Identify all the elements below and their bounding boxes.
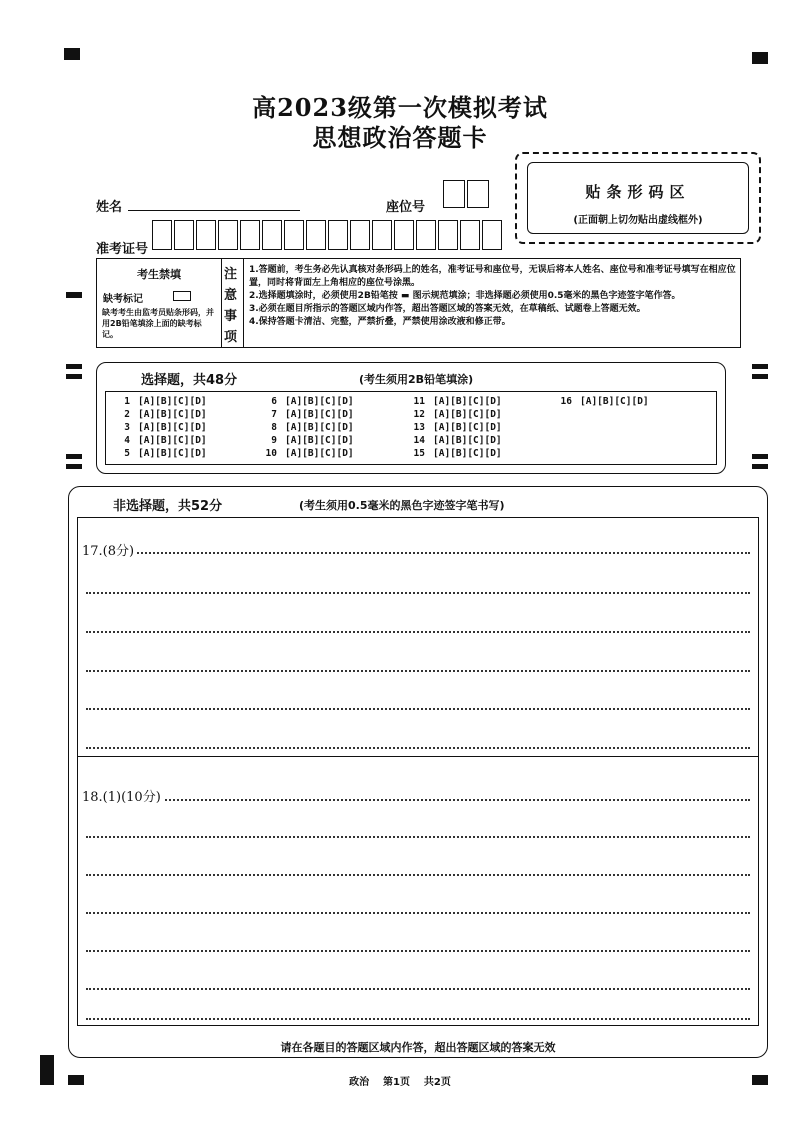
- answer-line[interactable]: [86, 708, 750, 710]
- timing-mark: [752, 454, 768, 459]
- timing-mark: [752, 364, 768, 369]
- choice-question-number: 3: [124, 422, 130, 433]
- notice-box: [96, 258, 741, 348]
- choice-question[interactable]: [114, 448, 207, 459]
- choice-title: 选择题，共48分: [141, 373, 238, 388]
- choice-note: (考生须用2B铅笔填涂): [359, 373, 474, 386]
- rule-4: 4.保持答题卡清洁、完整，严禁折叠，严禁使用涂改液和修正带。: [249, 317, 511, 327]
- notice-rules: [249, 264, 736, 329]
- name-label: 姓名: [96, 200, 123, 215]
- absent-label: 缺考标记: [103, 294, 143, 305]
- choice-options[interactable]: [A][B][C][D]: [433, 435, 502, 446]
- answer-line[interactable]: [86, 631, 750, 633]
- choice-question[interactable]: [409, 422, 502, 433]
- choice-question[interactable]: [114, 435, 207, 446]
- answer-warning: 请在各题目的答题区域内作答，超出答题区域的答案无效: [280, 1041, 556, 1054]
- rule-2: 2.选择题填涂时，必须使用2B铅笔按 ▬ 图示规范填涂；非选择题必须使用0.5毫米的黑色字迹签字笔作答。: [249, 291, 681, 301]
- choice-question[interactable]: [114, 396, 207, 407]
- answer-line[interactable]: [86, 836, 750, 838]
- choice-options[interactable]: [A][B][C][D]: [285, 435, 354, 446]
- choice-options[interactable]: [A][B][C][D]: [285, 422, 354, 433]
- answer-line[interactable]: [86, 747, 750, 749]
- choice-question-number: 8: [271, 422, 277, 433]
- choice-options[interactable]: [A][B][C][D]: [285, 448, 354, 459]
- seat-label: 座位号: [386, 200, 426, 215]
- forbidden-title: 考生禁填: [137, 268, 181, 281]
- choice-question-number: 12: [413, 409, 425, 420]
- timing-mark: [66, 454, 82, 459]
- choice-question-number: 4: [124, 435, 130, 446]
- timing-mark: [66, 464, 82, 469]
- absent-note: 缺考考生由监考员贴条形码，并用2B铅笔填涂上面的缺考标记。: [102, 308, 214, 339]
- answer-line[interactable]: [86, 670, 750, 672]
- choice-options[interactable]: [A][B][C][D]: [138, 422, 207, 433]
- answer-line[interactable]: [86, 799, 750, 801]
- choice-options[interactable]: [A][B][C][D]: [138, 409, 207, 420]
- nonchoice-section: [68, 486, 768, 1058]
- choice-question-number: 7: [271, 409, 277, 420]
- choice-question-number: 13: [413, 422, 425, 433]
- exam-id-label: 准考证号: [96, 242, 149, 257]
- timing-mark: [752, 52, 768, 64]
- choice-question[interactable]: [409, 448, 502, 459]
- notice-side-title: 注 意 事 项: [221, 259, 244, 347]
- choice-question[interactable]: [556, 396, 649, 407]
- answer-line[interactable]: [86, 950, 750, 952]
- forbidden-panel: [97, 259, 222, 347]
- timing-mark: [66, 292, 82, 298]
- choice-question[interactable]: [261, 409, 354, 420]
- answer-line[interactable]: [86, 1018, 750, 1020]
- choice-question[interactable]: [409, 396, 502, 407]
- barcode-title: 贴条形码区: [585, 183, 691, 201]
- choice-options[interactable]: [A][B][C][D]: [580, 396, 649, 407]
- choice-section: [96, 362, 726, 474]
- choice-question-number: 11: [413, 396, 425, 407]
- q18-label: 18.(1)(10分): [82, 786, 163, 805]
- choice-question[interactable]: [261, 435, 354, 446]
- choice-question[interactable]: [114, 422, 207, 433]
- name-field[interactable]: [128, 210, 300, 211]
- choice-question-number: 1: [124, 396, 130, 407]
- choice-options[interactable]: [A][B][C][D]: [433, 409, 502, 420]
- choice-question-number: 16: [560, 396, 572, 407]
- choice-question-number: 5: [124, 448, 130, 459]
- choice-question[interactable]: [114, 409, 207, 420]
- barcode-subtitle: (正面朝上切勿贴出虚线框外): [573, 215, 703, 226]
- choice-options[interactable]: [A][B][C][D]: [433, 448, 502, 459]
- choice-options[interactable]: [A][B][C][D]: [138, 396, 207, 407]
- answer-line[interactable]: [86, 988, 750, 990]
- timing-mark: [66, 364, 82, 369]
- nonchoice-note: (考生须用0.5毫米的黑色字迹签字笔书写): [299, 499, 505, 512]
- choice-question[interactable]: [409, 409, 502, 420]
- q17-label: 17.(8分): [82, 540, 136, 559]
- choice-question[interactable]: [409, 435, 502, 446]
- page-number: 政治 第1页 共2页: [349, 1077, 451, 1088]
- choice-question-number: 10: [265, 448, 277, 459]
- choice-options[interactable]: [A][B][C][D]: [138, 448, 207, 459]
- answer-area[interactable]: [77, 517, 759, 1026]
- rule-3: 3.必须在题目所指示的答题区域内作答，超出答题区域的答案无效，在草稿纸、试题卷上答题无效。: [249, 304, 646, 314]
- page-subtitle: 思想政治答题卡: [312, 123, 488, 152]
- answer-line[interactable]: [86, 552, 750, 554]
- choice-question-number: 6: [271, 396, 277, 407]
- nonchoice-title: 非选择题，共52分: [113, 499, 223, 514]
- choice-question[interactable]: [261, 448, 354, 459]
- answer-line[interactable]: [86, 874, 750, 876]
- choice-question-number: 9: [271, 435, 277, 446]
- choice-question[interactable]: [261, 396, 354, 407]
- choice-options[interactable]: [A][B][C][D]: [285, 396, 354, 407]
- choice-options[interactable]: [A][B][C][D]: [285, 409, 354, 420]
- answer-line[interactable]: [86, 912, 750, 914]
- choice-options[interactable]: [A][B][C][D]: [138, 435, 207, 446]
- timing-mark: [752, 464, 768, 469]
- choice-options[interactable]: [A][B][C][D]: [433, 396, 502, 407]
- absent-checkbox[interactable]: [173, 291, 191, 301]
- choice-question-number: 15: [413, 448, 425, 459]
- choice-question-number: 14: [413, 435, 425, 446]
- timing-mark: [64, 48, 80, 60]
- answer-line[interactable]: [86, 592, 750, 594]
- timing-mark: [752, 374, 768, 379]
- barcode-area: [515, 152, 761, 244]
- choice-grid: [105, 391, 717, 465]
- question-divider: [78, 756, 758, 757]
- page-title: 高2023级第一次模拟考试: [252, 93, 548, 122]
- exam-id-boxes[interactable]: [152, 220, 504, 250]
- choice-question[interactable]: [261, 422, 354, 433]
- rule-1: 1.答题前，考生务必先认真核对条形码上的姓名，准考证号和座位号，无误后将本人姓名、座位号和准考证号填写在相应位置，同时将背面左上角相应的座位号涂黑。: [249, 265, 736, 288]
- choice-question-number: 2: [124, 409, 130, 420]
- seat-boxes[interactable]: [443, 180, 491, 208]
- choice-options[interactable]: [A][B][C][D]: [433, 422, 502, 433]
- timing-mark: [66, 374, 82, 379]
